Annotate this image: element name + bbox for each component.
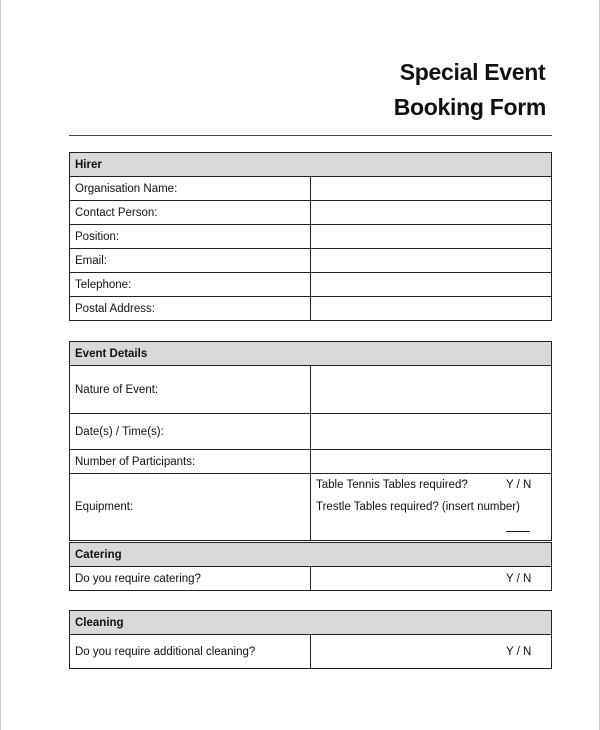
title-line-1: Special Event (399, 59, 546, 85)
cleaning-question: Do you require additional cleaning? (70, 635, 311, 669)
cleaning-section (69, 610, 552, 669)
catering-section (69, 542, 552, 591)
nature-of-event-label: Nature of Event: (70, 366, 311, 414)
table-tennis-row (316, 474, 546, 496)
email-field[interactable] (311, 249, 552, 273)
title-line-2: Booking Form (393, 94, 546, 120)
cleaning-header: Cleaning (70, 611, 552, 635)
hirer-section (69, 152, 552, 321)
cleaning-answer-field[interactable] (311, 635, 552, 669)
page-left-border (0, 0, 1, 730)
title-divider (69, 135, 552, 136)
nature-of-event-field[interactable] (311, 366, 552, 414)
telephone-field[interactable] (311, 273, 552, 297)
cleaning-yn[interactable]: Y / N (506, 645, 532, 658)
event-details-section (69, 341, 552, 541)
email-label: Email: (70, 249, 311, 273)
catering-header: Catering (70, 543, 552, 567)
position-label: Position: (70, 225, 311, 249)
hirer-header: Hirer (70, 153, 552, 177)
catering-yn[interactable]: Y / N (506, 572, 532, 585)
telephone-label: Telephone: (70, 273, 311, 297)
organisation-name-field[interactable] (311, 177, 552, 201)
form-title (394, 55, 546, 125)
equipment-field (311, 474, 552, 541)
position-field[interactable] (311, 225, 552, 249)
trestle-question: Trestle Tables required? (insert number) (316, 501, 520, 513)
participants-field[interactable] (311, 450, 552, 474)
contact-person-label: Contact Person: (70, 201, 311, 225)
dates-times-field[interactable] (311, 414, 552, 450)
trestle-row (316, 496, 546, 518)
contact-person-field[interactable] (311, 201, 552, 225)
equipment-label: Equipment: (70, 474, 311, 541)
event-details-header: Event Details (70, 342, 552, 366)
trestle-number-blank[interactable] (506, 518, 546, 540)
catering-answer-field[interactable] (311, 567, 552, 591)
table-tennis-yn[interactable]: Y / N (506, 479, 532, 491)
participants-label: Number of Participants: (70, 450, 311, 474)
catering-question: Do you require catering? (70, 567, 311, 591)
dates-times-label: Date(s) / Time(s): (70, 414, 311, 450)
postal-address-field[interactable] (311, 297, 552, 321)
postal-address-label: Postal Address: (70, 297, 311, 321)
organisation-name-label: Organisation Name: (70, 177, 311, 201)
table-tennis-question: Table Tennis Tables required? (316, 479, 468, 491)
